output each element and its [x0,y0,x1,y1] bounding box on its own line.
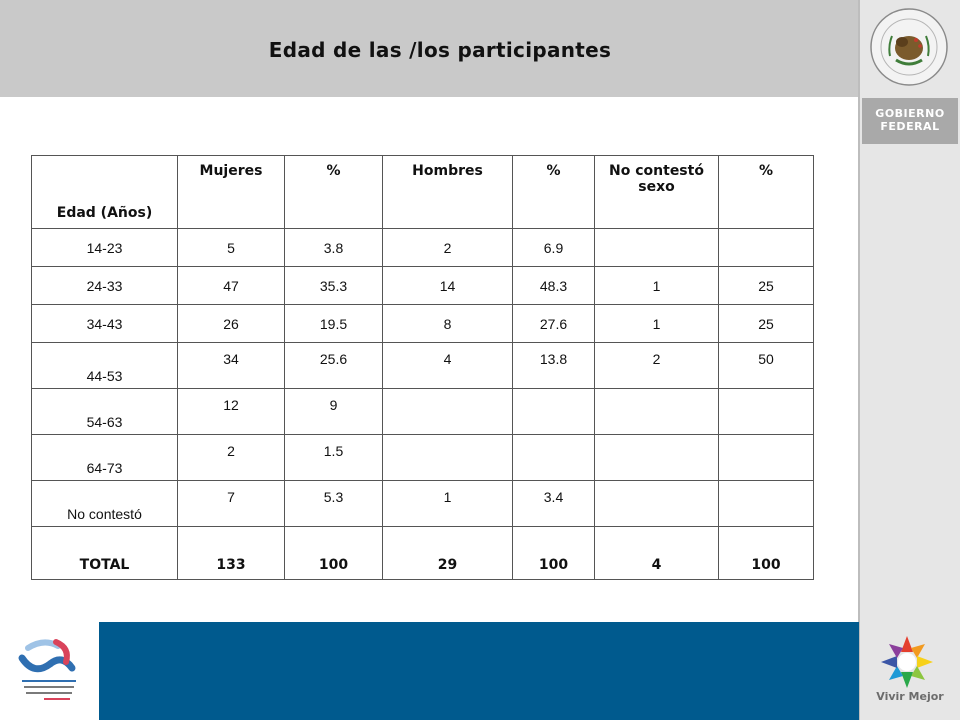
vivir-mejor-label: Vivir Mejor [876,690,944,703]
footer-blue-band [99,622,859,720]
row-label: 14-23 [32,229,178,267]
header-pct-hombres: % [513,156,595,229]
table-row [32,229,814,267]
cell-mujeres: 26 [178,305,285,343]
cell-mujeres: 47 [178,267,285,305]
cell-pct-hombres: 3.4 [513,481,595,527]
table-header-row [32,156,814,229]
row-label: 64-73 [32,435,178,481]
row-label: 54-63 [32,389,178,435]
cell-pct-mujeres: 3.8 [285,229,383,267]
cell-pct-mujeres: 1.5 [285,435,383,481]
table-row [32,343,814,389]
page-title: Edad de las /los participantes [268,38,612,62]
header-mujeres: Mujeres [178,156,285,229]
age-participants-table [31,155,814,580]
cell-pct-hombres: 6.9 [513,229,595,267]
federal-label: FEDERAL [880,120,940,133]
cell-pct-mujeres: 19.5 [285,305,383,343]
cell-pct-no-contesto [719,229,814,267]
cell-hombres [383,389,513,435]
right-divider [858,0,860,720]
cell-no-contesto [595,389,719,435]
header-pct-no-contesto: % [719,156,814,229]
mexico-seal-icon [868,6,950,88]
cell-pct-hombres [513,389,595,435]
cell-pct-no-contesto: 50 [719,343,814,389]
cell-pct-no-contesto: 25 [719,267,814,305]
header-no-contesto-sexo: No contestó sexo [595,156,719,229]
cell-no-contesto [595,229,719,267]
cell-pct-hombres: 48.3 [513,267,595,305]
table-total-row [32,527,814,580]
inmujeres-logo-icon [14,628,84,708]
cell-pct-no-contesto [719,389,814,435]
table-row [32,435,814,481]
cell-hombres: 1 [383,481,513,527]
row-label: 24-33 [32,267,178,305]
header-edad: Edad (Años) [32,156,178,229]
cell-pct-mujeres: 25.6 [285,343,383,389]
total-pct-mujeres: 100 [285,527,383,580]
cell-hombres: 14 [383,267,513,305]
row-label: No contestó [32,481,178,527]
cell-mujeres: 5 [178,229,285,267]
cell-pct-no-contesto [719,435,814,481]
cell-no-contesto: 2 [595,343,719,389]
cell-pct-mujeres: 35.3 [285,267,383,305]
table-row [32,389,814,435]
cell-pct-hombres: 13.8 [513,343,595,389]
cell-hombres: 4 [383,343,513,389]
row-label: 44-53 [32,343,178,389]
total-pct-hombres: 100 [513,527,595,580]
cell-hombres: 8 [383,305,513,343]
cell-no-contesto: 1 [595,267,719,305]
gobierno-federal-logo [862,98,958,144]
cell-mujeres: 7 [178,481,285,527]
total-no-contesto: 4 [595,527,719,580]
cell-mujeres: 2 [178,435,285,481]
cell-hombres [383,435,513,481]
vivir-mejor-logo-icon [872,634,942,694]
table-row [32,305,814,343]
cell-no-contesto: 1 [595,305,719,343]
cell-mujeres: 34 [178,343,285,389]
cell-no-contesto [595,481,719,527]
total-mujeres: 133 [178,527,285,580]
cell-mujeres: 12 [178,389,285,435]
total-hombres: 29 [383,527,513,580]
cell-no-contesto [595,435,719,481]
total-pct-no-contesto: 100 [719,527,814,580]
cell-pct-no-contesto: 25 [719,305,814,343]
cell-pct-mujeres: 5.3 [285,481,383,527]
total-label: TOTAL [32,527,178,580]
cell-pct-hombres: 27.6 [513,305,595,343]
cell-pct-no-contesto [719,481,814,527]
gobierno-label: GOBIERNO [875,107,945,120]
cell-pct-hombres [513,435,595,481]
header-hombres: Hombres [383,156,513,229]
cell-pct-mujeres: 9 [285,389,383,435]
table-row [32,481,814,527]
row-label: 34-43 [32,305,178,343]
cell-hombres: 2 [383,229,513,267]
table-row [32,267,814,305]
header-pct-mujeres: % [285,156,383,229]
